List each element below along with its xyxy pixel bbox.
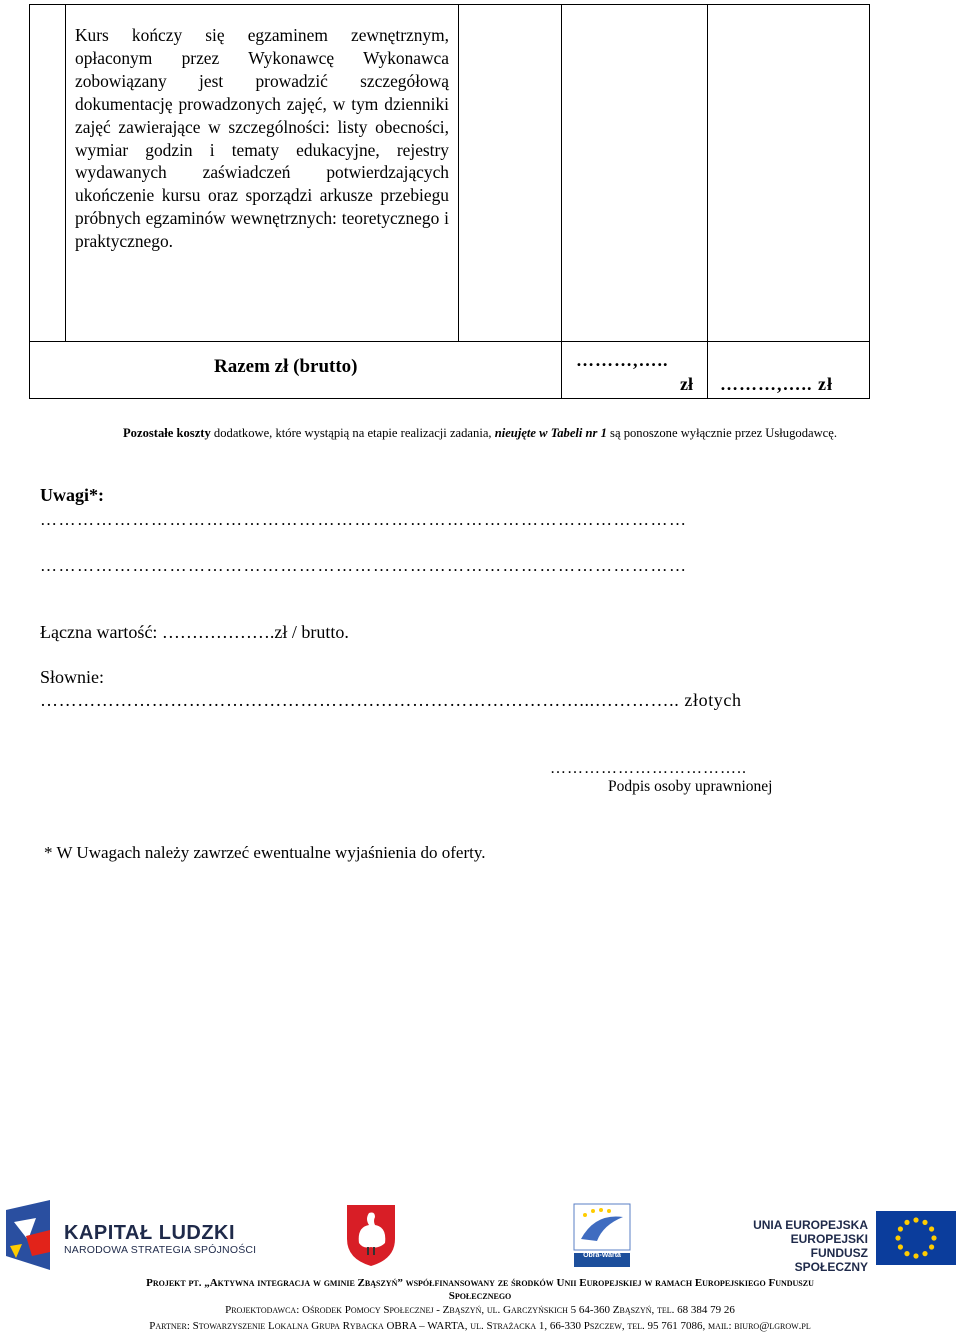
zbaszyn-coat-of-arms-icon [345, 1203, 397, 1267]
footer-project-line: Projekt pt. „Aktywna integracja w gminie Zbąszyń” współfinansowany ze środków Unii Europejskiej w ramach Europejskiego Funduszu [146, 1277, 814, 1289]
remarks-label: Uwagi*: [40, 485, 104, 505]
total-value-field-2[interactable]: ………,….. zł [720, 374, 833, 394]
eu-text-line-2: EUROPEJSKI [790, 1232, 868, 1246]
note-emphasis-part: nieujęte w Tabeli nr 1 [494, 426, 607, 440]
kapital-ludzki-title: KAPITAŁ LUDZKI [64, 1222, 236, 1244]
eu-text-line-1: UNIA EUROPEJSKA [753, 1218, 868, 1232]
total-value-field-1[interactable]: ………,….. [576, 350, 669, 370]
eu-text-line-3: FUNDUSZ SPOŁECZNY [794, 1246, 868, 1274]
eu-logo-text [740, 1218, 868, 1274]
total-gross-label: Razem zł (brutto) [214, 356, 358, 377]
lgr-logo-text: Obra-Warta [583, 1252, 621, 1259]
in-words-line[interactable]: ……………………………………………………………………………...………….. złotych [40, 690, 742, 710]
footer-applicant-line: Projektodawca: Ośrodek Pomocy Społecznej - Zbąszyń, ul. Garczyńskich 5 64-360 Zbąszyń, tel. 68 384 79 26 [225, 1304, 735, 1316]
note-text-end: są ponoszone wyłącznie przez Usługodawcę. [606, 426, 838, 440]
in-words-label: Słownie: [40, 667, 105, 687]
signature-line[interactable]: …………………………….. [550, 760, 747, 777]
course-description-cell: Kurs kończy się egzaminem zewnętrznym, opłaconym przez Wykonawcę Wykonawca zobowiązany jest prowadzić szczegółową dokumentację prowadzonych zajęć, w tym dzienniki zajęć zawierające w szczególności: listy obecności, wymiar godzin i tematy edukacyjne, rejestry wydawanych zaświadczeń potwierdzających ukończenie kursu oraz sporządzi arkusze przebiegu próbnych egzaminów wewnętrznych: teoretycznego i praktycznego. [75, 25, 449, 252]
total-value-line[interactable]: Łączna wartość: ……………….zł / brutto. [40, 622, 349, 642]
footer-project-line-cont: Społecznego [448, 1290, 512, 1302]
note-text-part: dodatkowe, które wystąpią na etapie realizacji zadania, [210, 426, 495, 440]
remarks-line-1[interactable]: …………………………………………………………………………………………… [40, 510, 688, 529]
remarks-line-2[interactable]: …………………………………………………………………………………………… [40, 556, 688, 575]
footnote: * W Uwagach należy zawrzeć ewentualne wyjaśnienia do oferty. [44, 843, 486, 862]
total-value-currency-1: zł [680, 374, 693, 394]
additional-costs-note [40, 425, 920, 442]
signature-label: Podpis osoby uprawnionej [608, 778, 773, 795]
kapital-ludzki-subtitle: NARODOWA STRATEGIA SPÓJNOŚCI [64, 1244, 257, 1256]
eu-flag-icon [876, 1211, 956, 1265]
note-bold-part: Pozostałe koszty [122, 426, 211, 440]
footer-partner-line: Partner: Stowarzyszenie Lokalna Grupa Rybacka OBRA – WARTA, ul. Strażacka 1, 66-330 Pszczew, tel. 95 761 7086, mail: biuro@lgrow.pl [149, 1320, 811, 1332]
kapital-ludzki-star-icon [6, 1200, 50, 1270]
